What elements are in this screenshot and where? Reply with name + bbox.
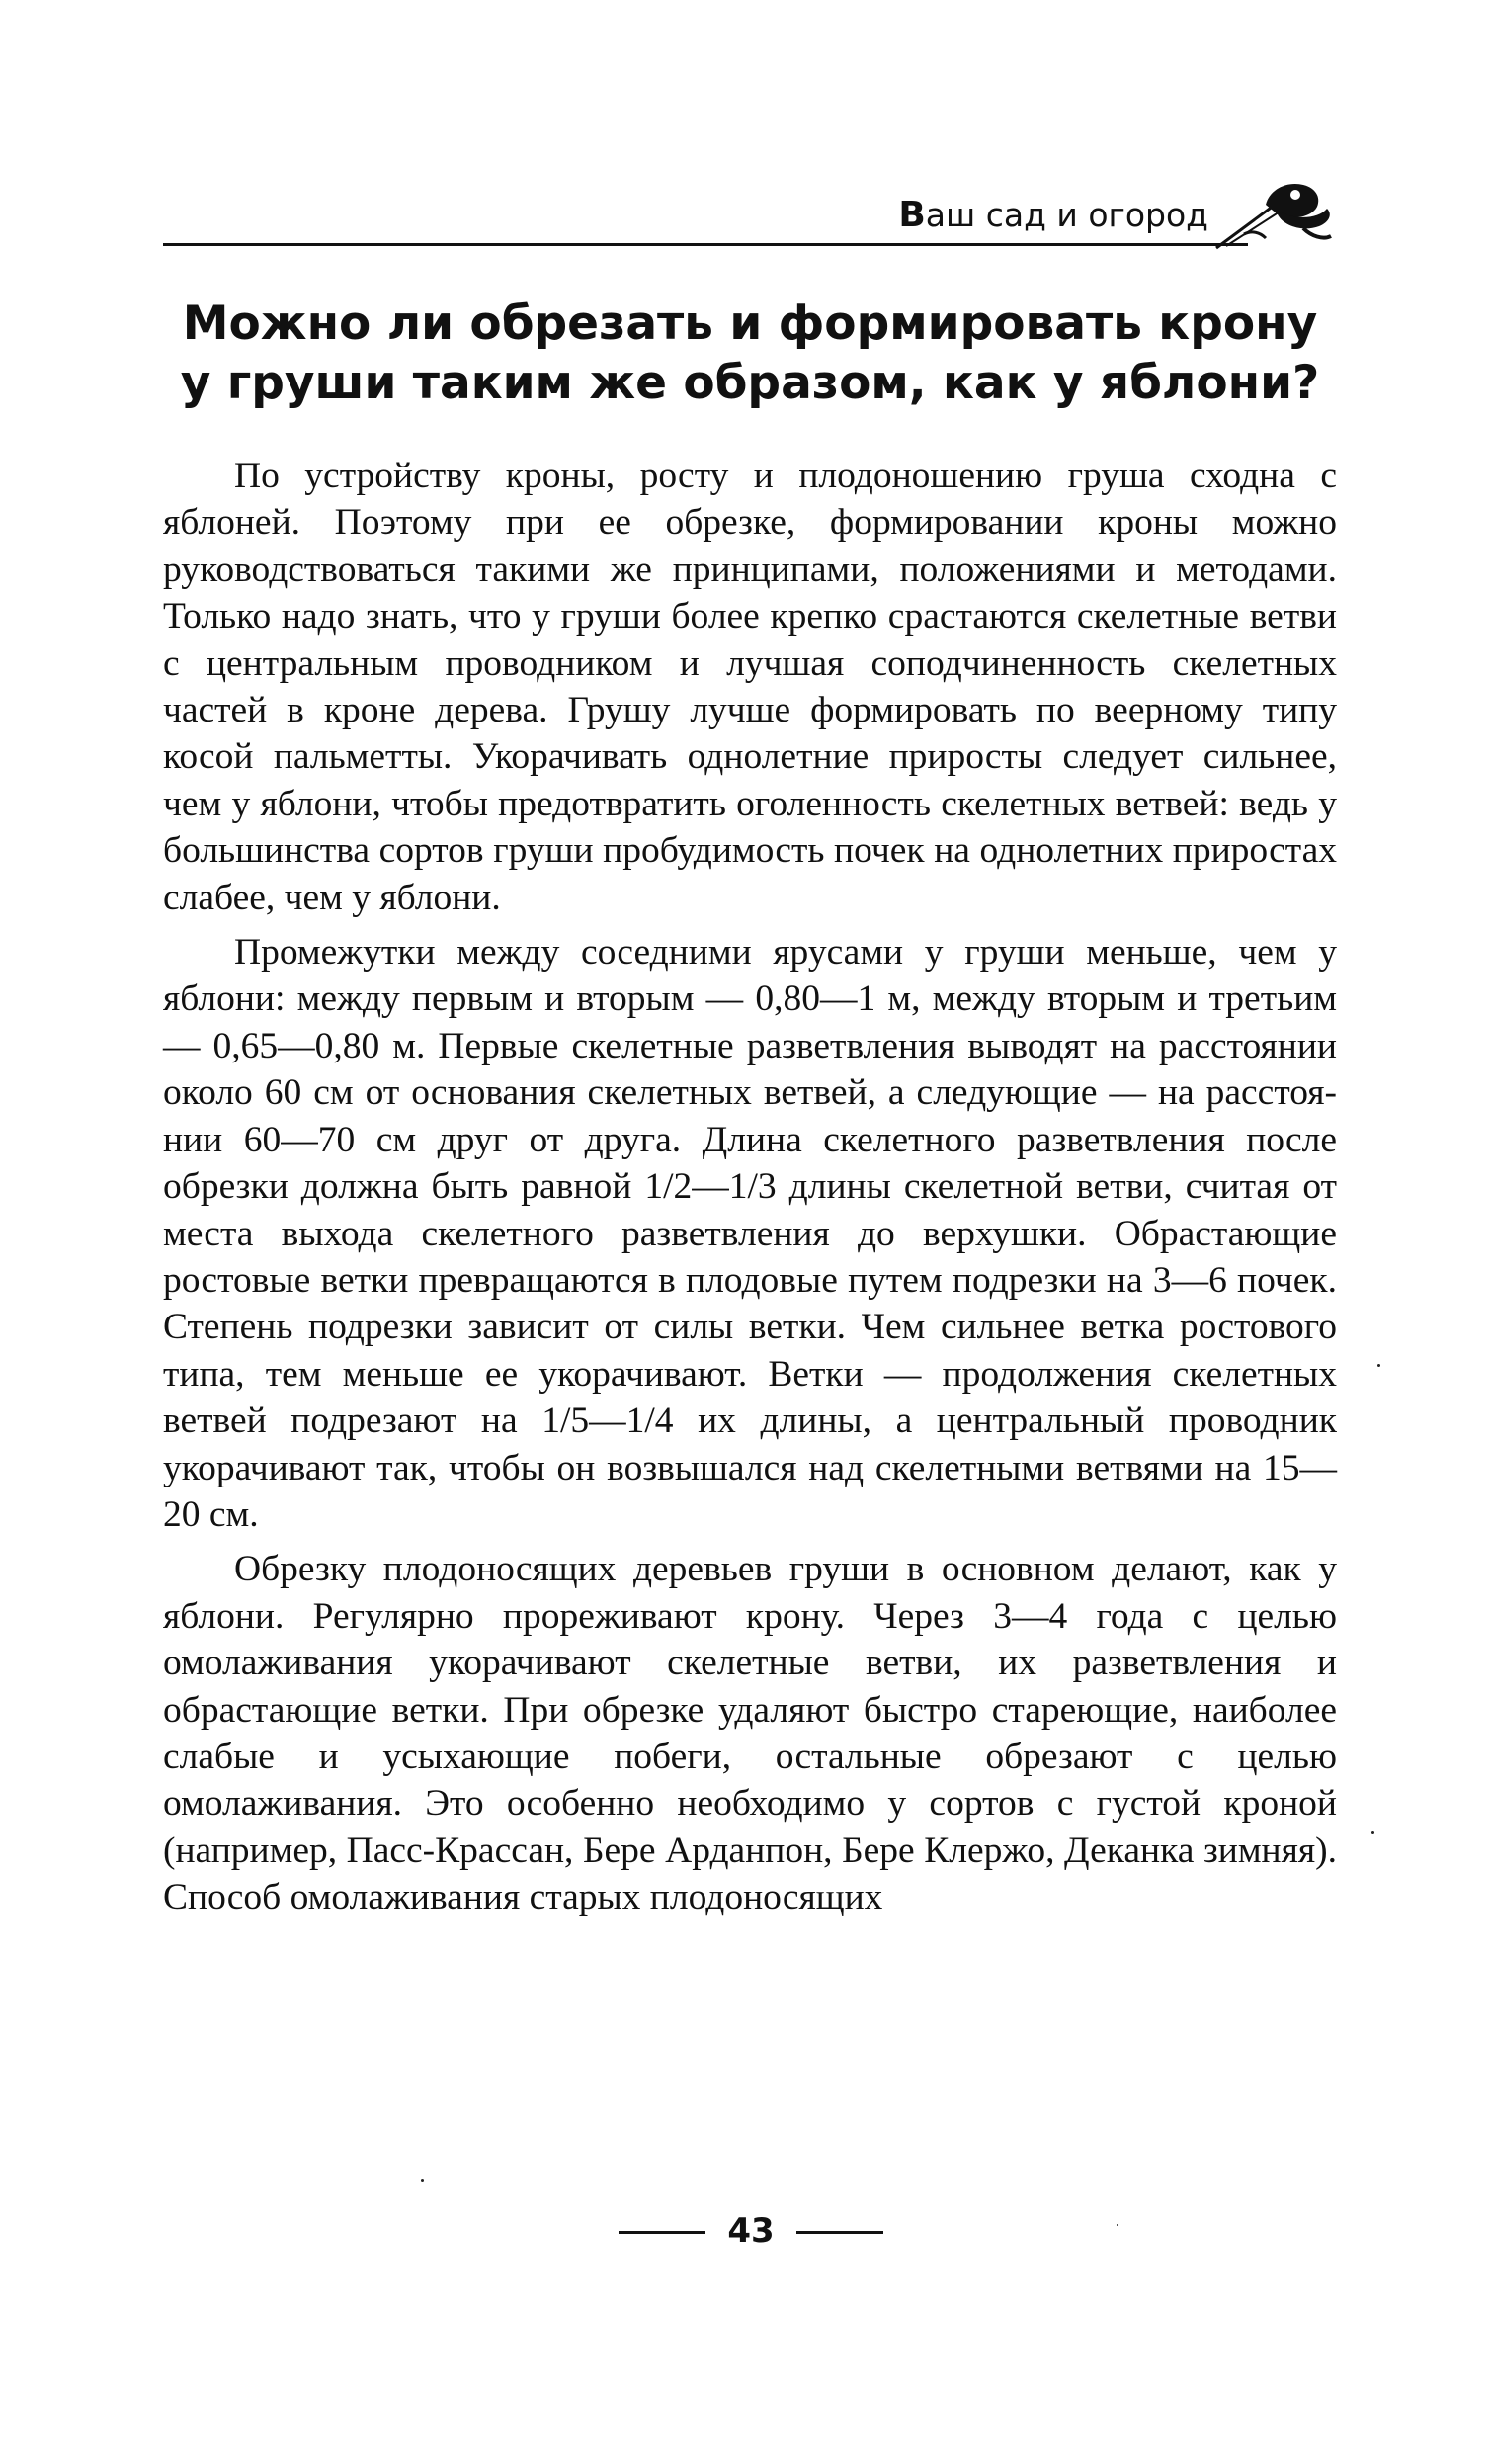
running-header [163, 183, 1337, 252]
page-number-footer [593, 2206, 909, 2255]
scan-speck [1117, 2224, 1118, 2226]
folio-dash-right [796, 2231, 883, 2234]
scan-speck [1377, 1364, 1380, 1367]
running-header-initial: В [898, 195, 926, 235]
page-number: 43 [727, 2211, 775, 2251]
paragraph: Промежутки между соседними ярусами у груши меньше, чем у яблони: между первым и вторым — 0,80—1 м, между вторым и третьим — 0,65—0,80 м. Первые скелетные разветвления выводят на расстоянии около 60 см от основания скелетных ветвей, а следующие — на расстоянии 60—70 см друг от друга. Длина скелетного разветвления после обрезки должна быть равной 1/2—1/3 длины скелетной ветви, считая от места выхода скелетного разветвления до верхушки. Обрастающие ростовые ветки превращаются в плодовые путем подрезки на 3—6 почек. Степень подрезки зависит от силы ветки. Чем сильнее ветка ростового типа, тем меньше ее укорачивают. Ветки — продолжения скелетных ветвей подрезают на 1/5—1/4 их длины, а центральный проводник укорачивают так, чтобы он возвышался над скелетными ветвями на 15—20 см. [163, 932, 1337, 1535]
header-rule [163, 243, 1248, 246]
paragraph: По устройству кроны, росту и плодоношению груша сходна с яблоней. Поэтому при ее обрезке, формировании кроны можно руководствоваться такими же принципами, положениями и методами. Только надо знать, что у груши более крепко срастаются скелетные ветви с центральным проводником и лучшая соподчиненность скелетных частей в кроне дерева. Грушу лучше формировать по веерному типу косой пальметты. Укорачивать однолетние приросты следует сильнее, чем у яблони, чтобы предотвратить оголенность скелетных ветвей: ведь у большинства сортов груши пробудимость почек на однолетних приростах слабее, чем у яблони. [163, 456, 1337, 918]
gardener-emblem-icon [1208, 175, 1337, 254]
running-header-text: аш сад и огород [925, 196, 1208, 234]
article-headline: Можно ли обрезать и формировать крону у груши таким же образом, как у яблони? [180, 297, 1320, 410]
scan-speck [1371, 1831, 1374, 1834]
scan-speck [421, 2179, 424, 2182]
article-body [163, 453, 1337, 1921]
folio-dash-left [619, 2231, 705, 2234]
running-header-title [898, 195, 1208, 235]
paragraph: Обрезку плодоносящих деревьев груши в основном делают, как у яблони. Регулярно прореживают крону. Через 3—4 года с целью омолаживания укорачивают скелетные ветви, их разветвления и обрастающие ветки. При обрезке удаляют быстро стареющие, наиболее слабые и усыхающие побеги, остальные обрезают с целью омолаживания. Это особенно необходимо у сортов с густой кроной (например, Пасс-Крассан, Бере Арданпон, Бере Клержо, Деканка зимняя). Способ омолаживания старых плодоносящих [163, 1549, 1337, 1918]
